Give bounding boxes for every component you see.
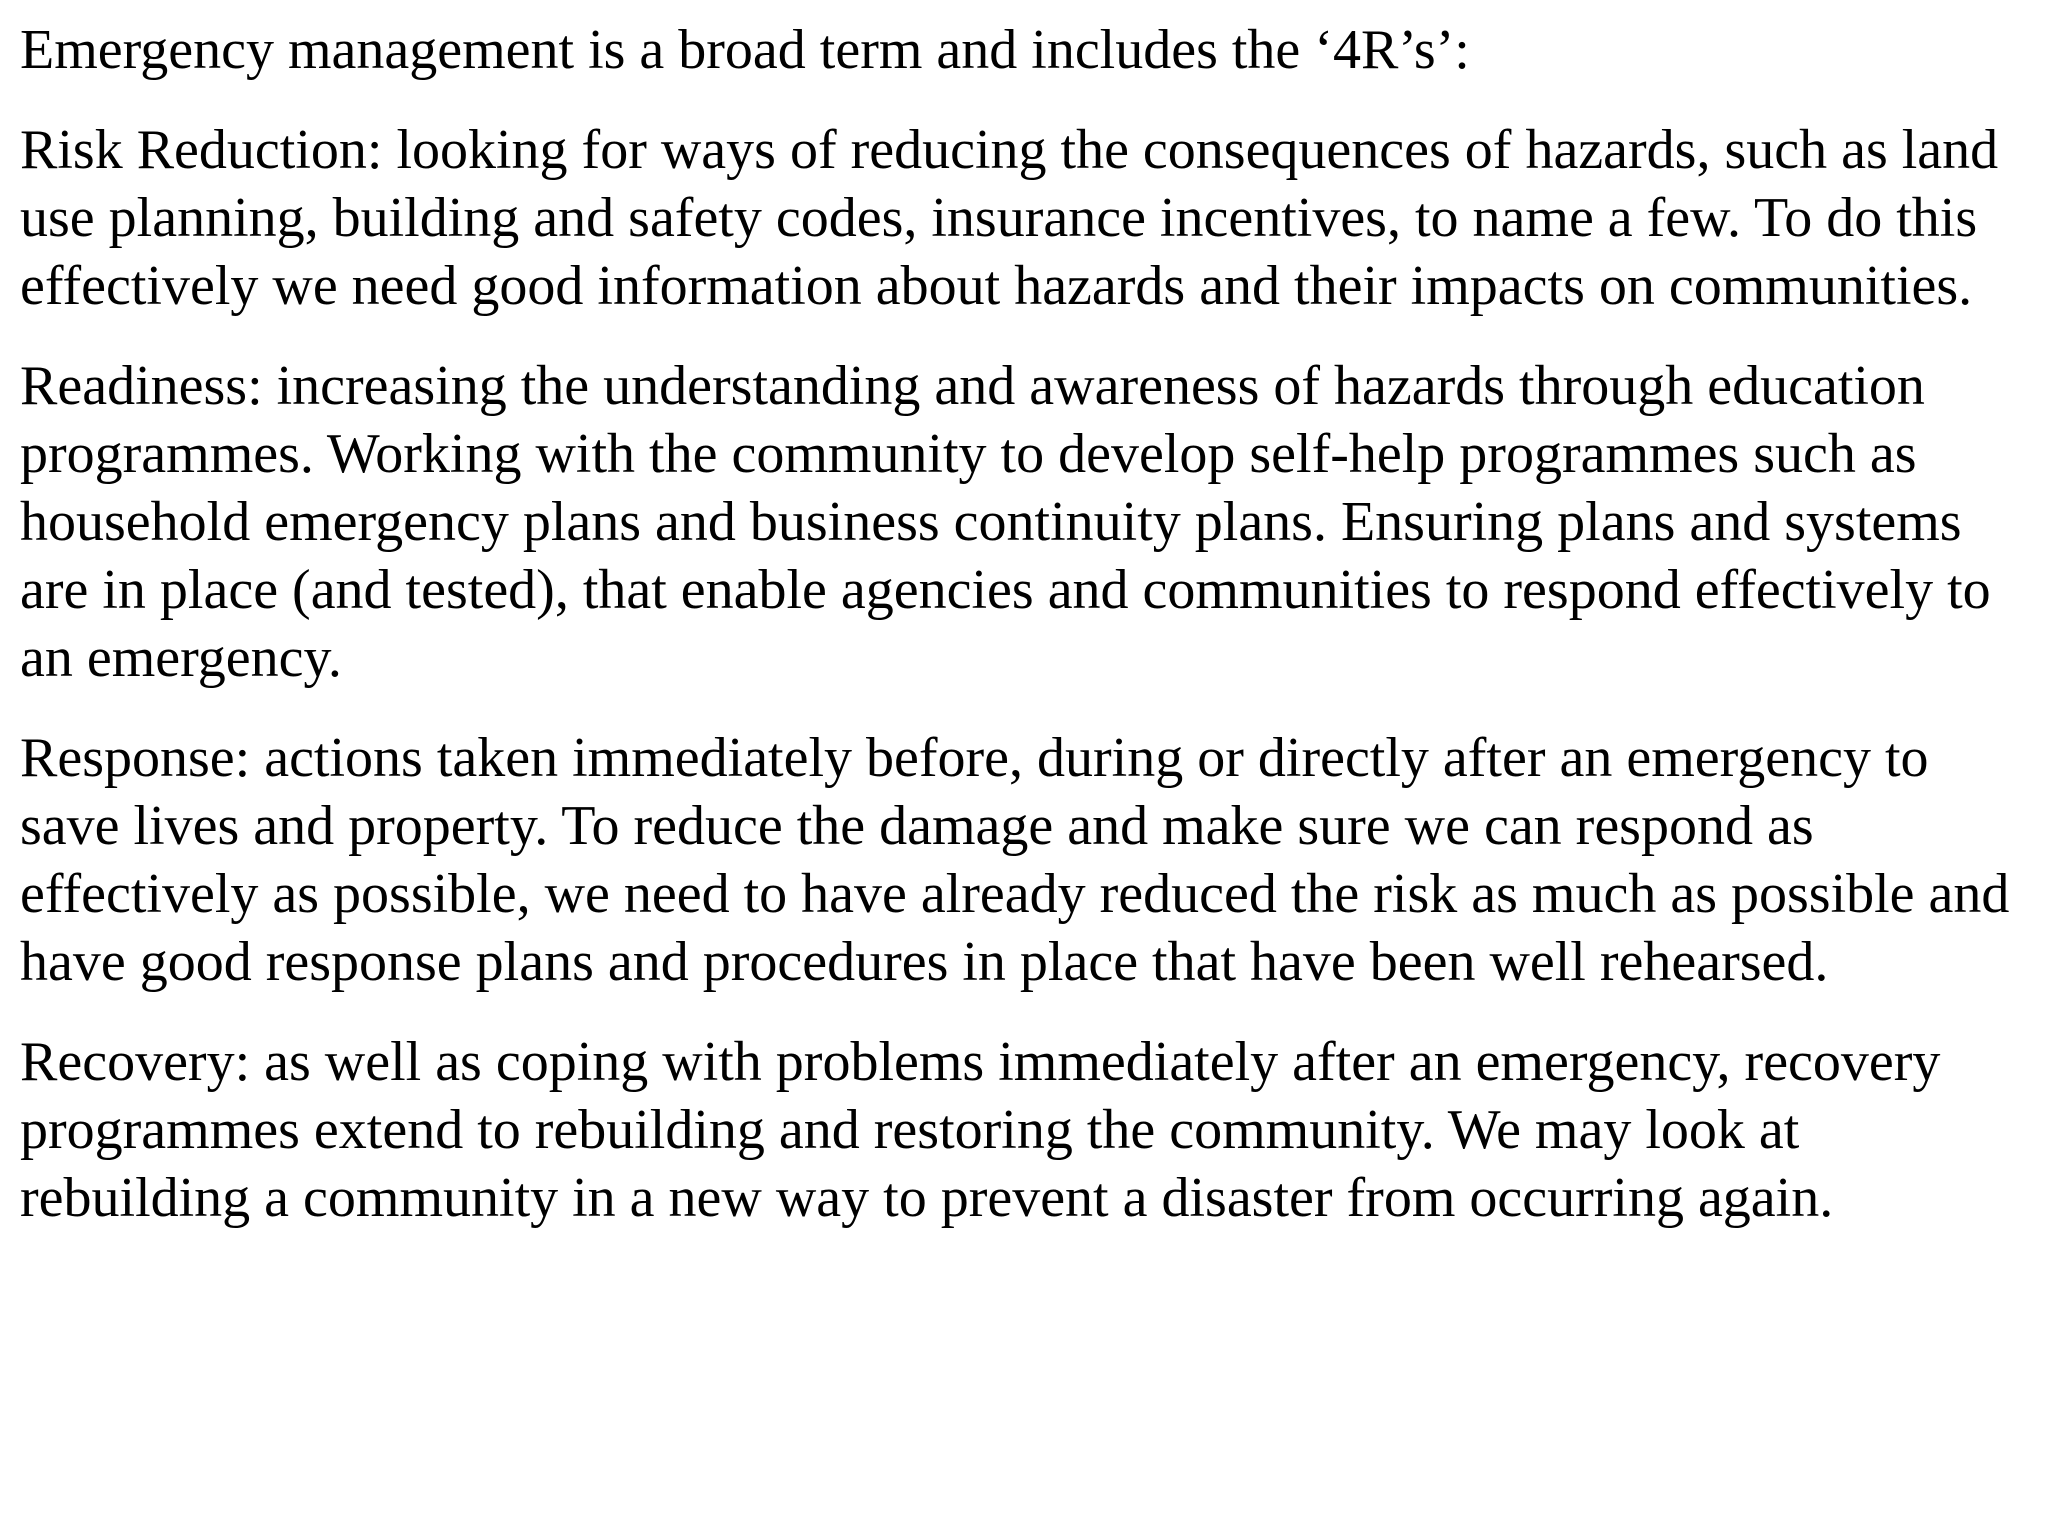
readiness-paragraph: Readiness: increasing the understanding and awareness of hazards through education programmes. Working with the community to develop self-help programmes such as household emergency plans and business continuity plans. Ensuring plans and systems are in place (and tested), that enable agencies and communities to respond effectively to an emergency. — [20, 355, 1991, 689]
intro-paragraph: Emergency management is a broad term and includes the ‘4R’s’: — [20, 19, 1470, 81]
recovery-paragraph: Recovery: as well as coping with problems immediately after an emergency, recovery programmes extend to rebuilding and restoring the community. We may look at rebuilding a community in a new way to prevent a disaster from occurring again. — [20, 1031, 1941, 1229]
risk-reduction-paragraph: Risk Reduction: looking for ways of reducing the consequences of hazards, such as land use planning, building and safety codes, insurance incentives, to name a few. To do this effectively we need good information about hazards and their impacts on communities. — [20, 119, 1999, 317]
document-body — [20, 16, 2032, 1264]
response-paragraph: Response: actions taken immediately before, during or directly after an emergency to save lives and property. To reduce the damage and make sure we can respond as effectively as possible, we need to have already reduced the risk as much as possible and have good response plans and procedures in place that have been well rehearsed. — [20, 727, 2010, 993]
